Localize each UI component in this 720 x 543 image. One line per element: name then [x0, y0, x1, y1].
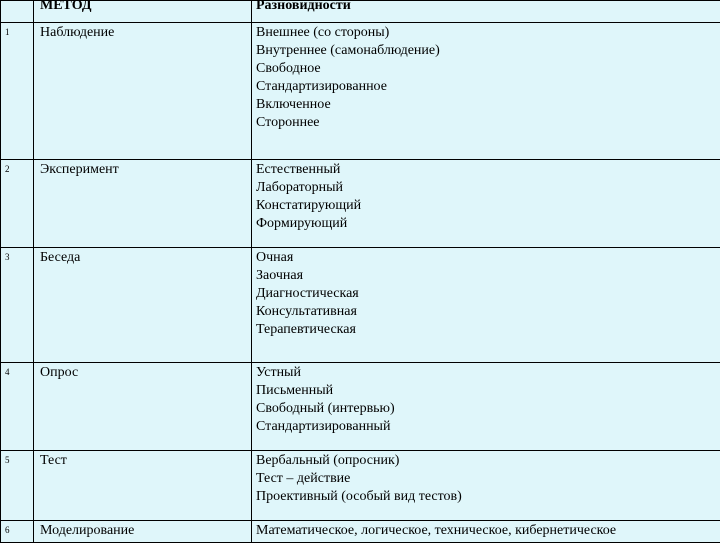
type-item: Терапевтическая [256, 321, 720, 339]
header-method: МЕТОД [34, 1, 252, 23]
type-item: Свободный (интервью) [256, 400, 720, 418]
type-item: Диагностическая [256, 285, 720, 303]
type-item: Вербальный (опросник) [256, 452, 720, 470]
type-item: Включенное [256, 96, 720, 114]
type-item: Математическое, логическое, техническое, кибернетическое [256, 522, 720, 540]
type-item: Констатирующий [256, 197, 720, 215]
type-item: Стандартизированный [256, 418, 720, 436]
row-types [252, 521, 720, 543]
row-method: Беседа [34, 248, 252, 363]
row-number: 5 [1, 451, 34, 521]
row-method: Тест [34, 451, 252, 521]
row-types [252, 451, 720, 521]
type-item: Проективный (особый вид тестов) [256, 488, 720, 506]
type-item: Устный [256, 364, 720, 382]
row-number: 1 [1, 23, 34, 160]
row-types [252, 248, 720, 363]
type-item: Внутреннее (самонаблюдение) [256, 42, 720, 60]
type-item: Заочная [256, 267, 720, 285]
type-item: Очная [256, 249, 720, 267]
row-number: 3 [1, 248, 34, 363]
row-method: Наблюдение [34, 23, 252, 160]
type-item: Тест – действие [256, 470, 720, 488]
table-row [1, 248, 720, 363]
type-item: Формирующий [256, 215, 720, 233]
header-types: Разновидности [252, 1, 720, 23]
type-item: Внешнее (со стороны) [256, 24, 720, 42]
row-number: 6 [1, 521, 34, 543]
table-row [1, 521, 720, 543]
row-number: 4 [1, 363, 34, 451]
type-item: Свободное [256, 60, 720, 78]
type-item: Письменный [256, 382, 720, 400]
type-item: Лабораторный [256, 179, 720, 197]
type-item: Стандартизированное [256, 78, 720, 96]
header-number [1, 1, 34, 23]
row-types [252, 160, 720, 248]
row-method: Эксперимент [34, 160, 252, 248]
table-header-row [1, 1, 720, 23]
table-row [1, 363, 720, 451]
table-row [1, 160, 720, 248]
type-item: Стороннее [256, 114, 720, 132]
type-item: Консультативная [256, 303, 720, 321]
row-method: Моделирование [34, 521, 252, 543]
row-number: 2 [1, 160, 34, 248]
type-item: Естественный [256, 161, 720, 179]
table-row [1, 23, 720, 160]
row-method: Опрос [34, 363, 252, 451]
row-types [252, 363, 720, 451]
row-types [252, 23, 720, 160]
table-row [1, 451, 720, 521]
